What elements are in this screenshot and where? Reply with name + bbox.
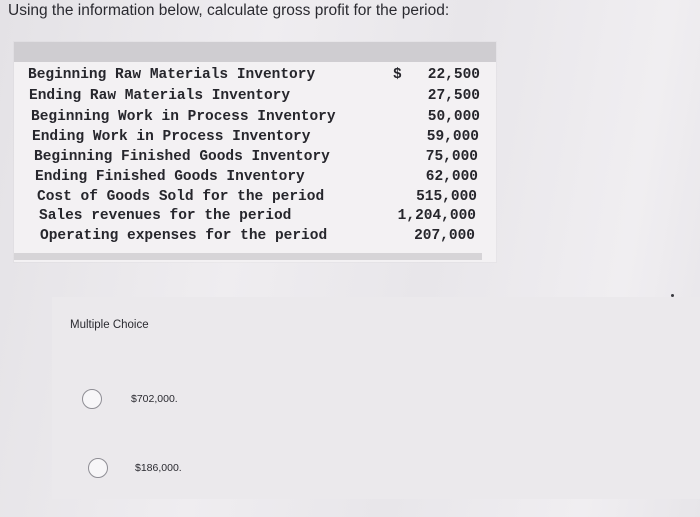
answer-option-2[interactable] [88, 458, 488, 484]
row-label: Ending Finished Goods Inventory [35, 169, 305, 185]
row-label: Beginning Finished Goods Inventory [34, 149, 330, 165]
row-value: 27,500 [427, 88, 480, 104]
table-row [14, 67, 496, 87]
table-row [14, 149, 496, 169]
table-row [14, 189, 496, 209]
row-value: 75,000 [425, 149, 478, 165]
row-value: 1,204,000 [397, 208, 476, 224]
radio-button[interactable] [82, 389, 102, 409]
row-label: Beginning Work in Process Inventory [31, 109, 336, 125]
option-label: $702,000. [131, 393, 178, 405]
row-label: Operating expenses for the period [40, 228, 328, 244]
table-row [14, 169, 496, 189]
data-table [14, 42, 496, 262]
multiple-choice-title: Multiple Choice [70, 319, 149, 331]
row-value: 62,000 [425, 169, 478, 185]
table-row [14, 208, 496, 228]
table-footer-bar [14, 253, 482, 260]
answer-option-1[interactable] [82, 389, 482, 415]
question-text: Using the information below, calculate gross profit for the period: [8, 2, 450, 19]
row-value: 22,500 [427, 67, 480, 83]
row-label: Ending Work in Process Inventory [32, 129, 311, 145]
row-label: Sales revenues for the period [39, 208, 292, 224]
row-label: Cost of Goods Sold for the period [37, 189, 325, 205]
table-row [14, 109, 496, 129]
table-header-bar [14, 42, 496, 62]
row-value: 207,000 [414, 228, 475, 244]
option-label: $186,000. [135, 462, 182, 474]
currency-symbol: $ [393, 67, 402, 83]
table-row [14, 88, 496, 108]
row-value: 515,000 [416, 189, 477, 205]
row-value: 59,000 [426, 129, 479, 145]
scroll-indicator-dot [671, 294, 674, 297]
table-row [14, 129, 496, 149]
radio-button[interactable] [88, 458, 108, 478]
row-value: 50,000 [427, 109, 480, 125]
row-label: Ending Raw Materials Inventory [29, 88, 291, 104]
table-row [14, 228, 496, 248]
row-label: Beginning Raw Materials Inventory [28, 67, 316, 83]
